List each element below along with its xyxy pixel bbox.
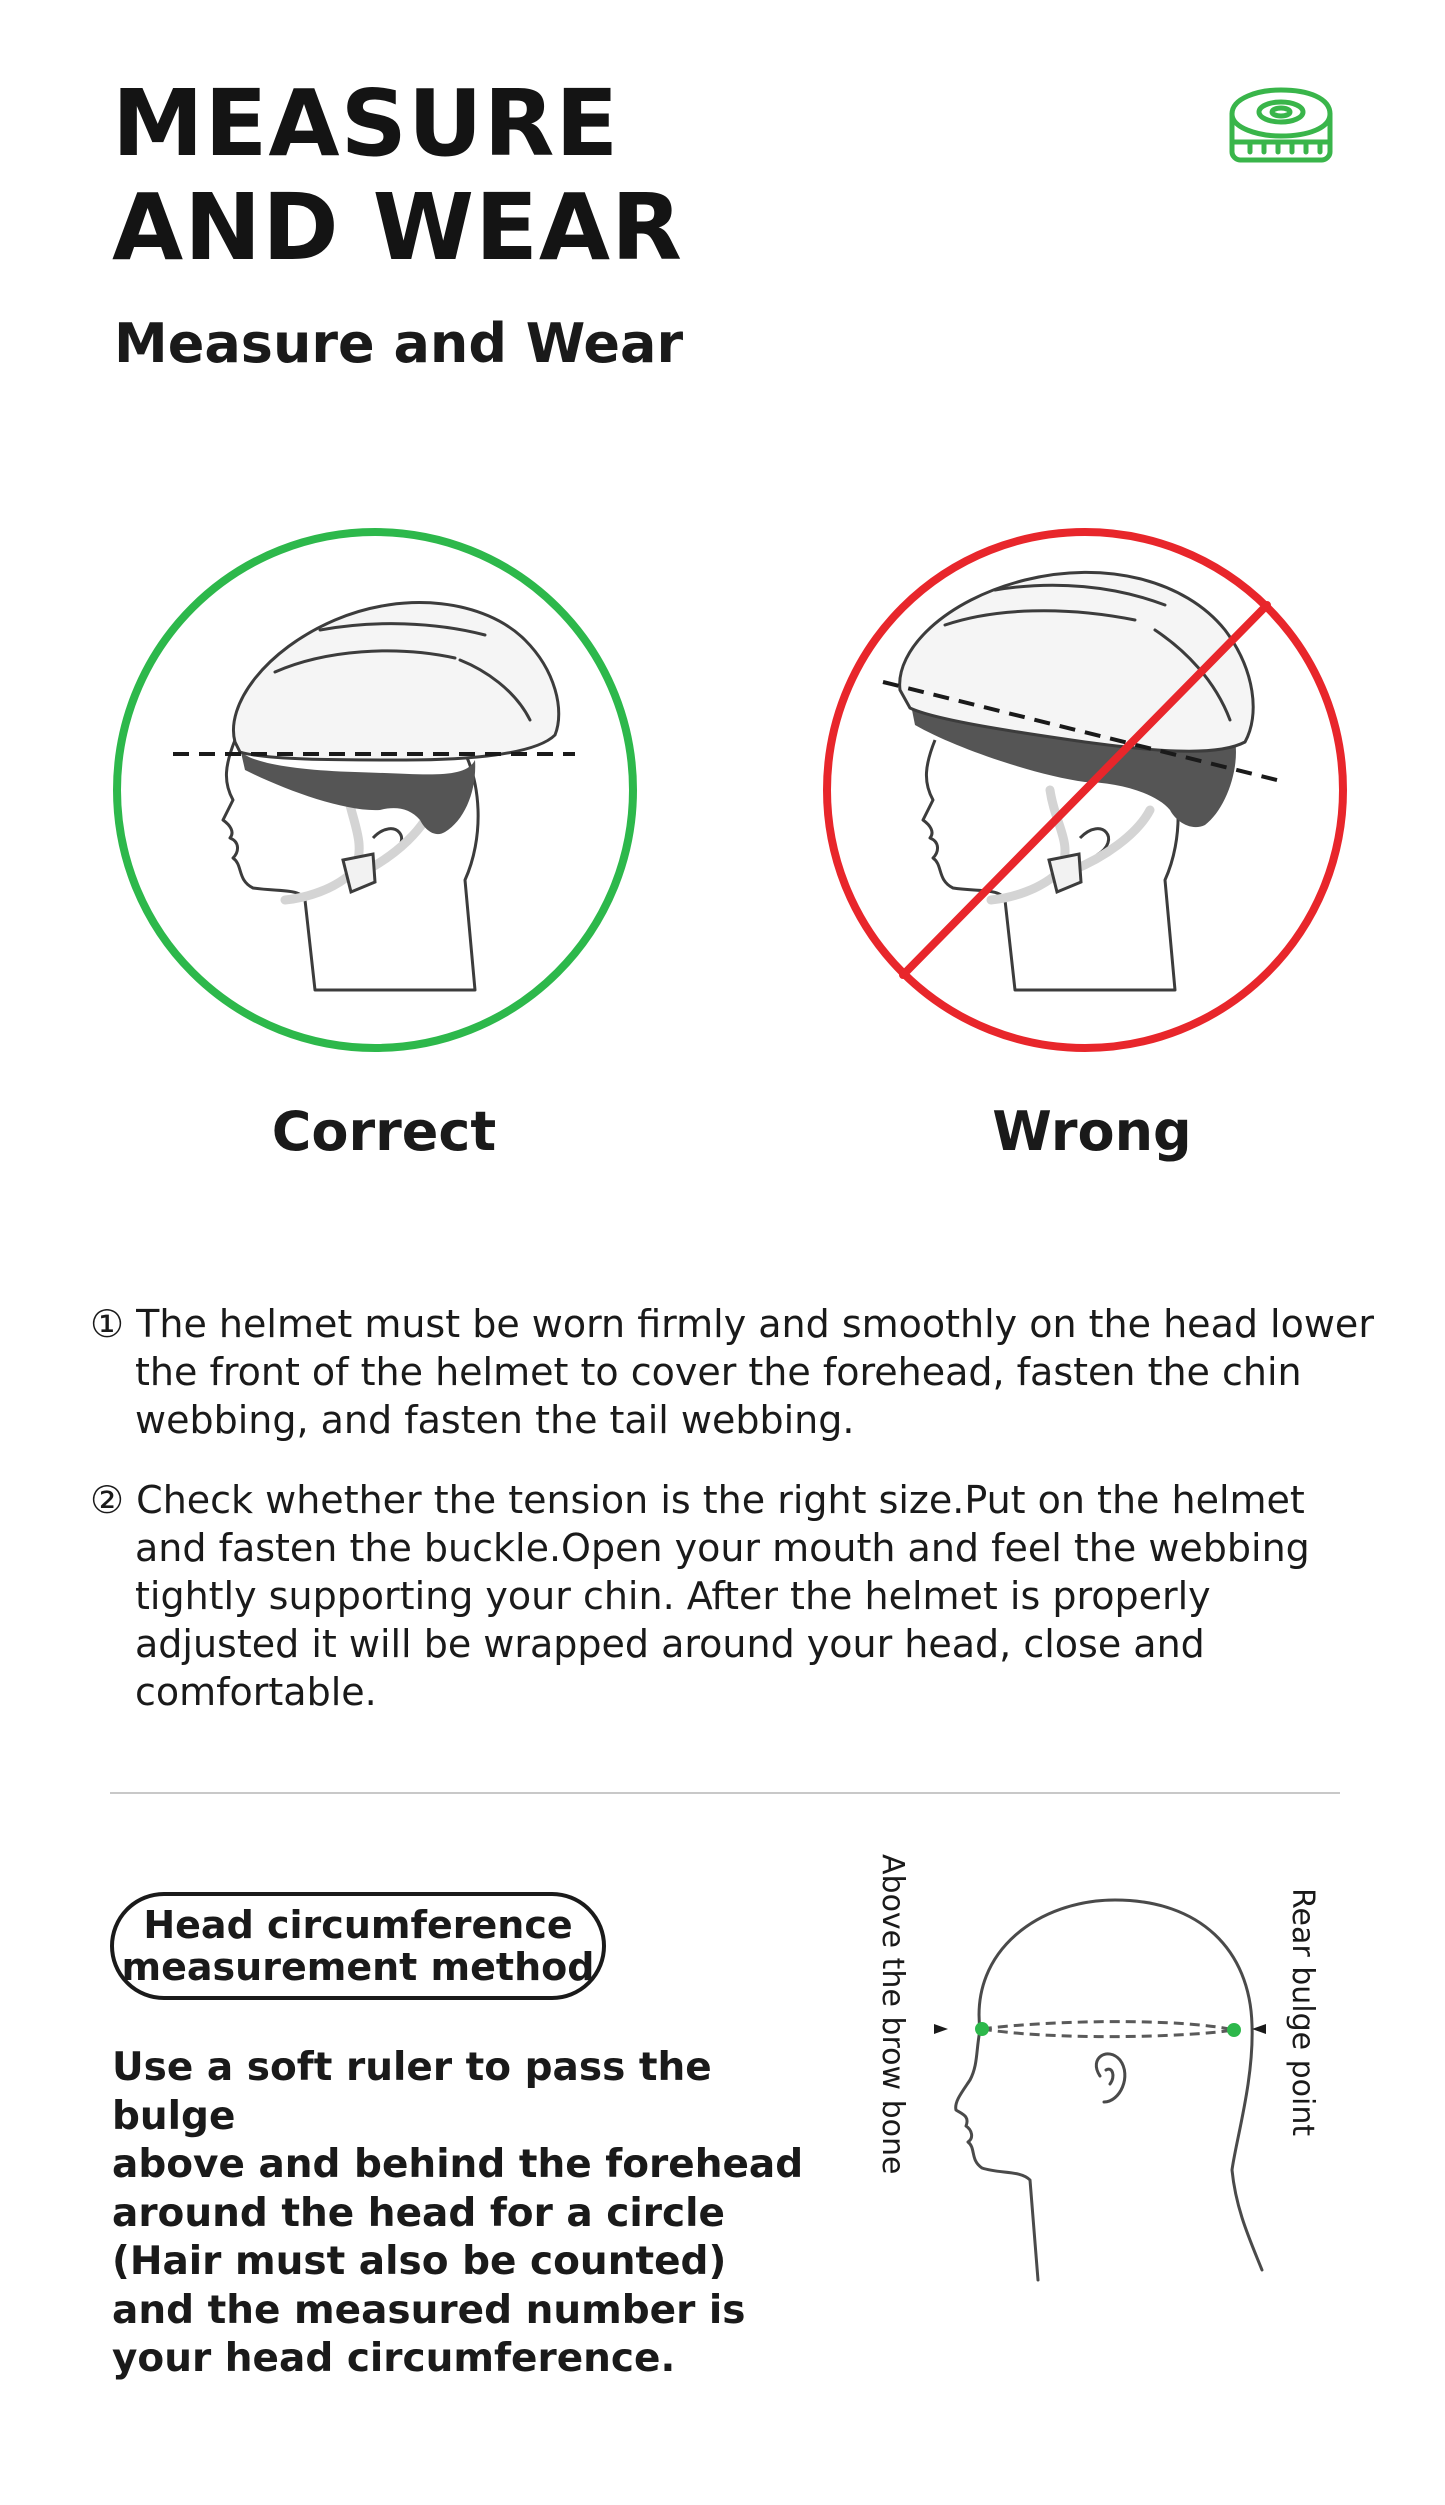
arrow-rear: [1252, 2024, 1266, 2034]
rear-bulge-point: [1227, 2023, 1241, 2037]
head-measurement-diagram: [870, 1840, 1350, 2290]
measurement-line: your head circumference.: [112, 2336, 676, 2381]
rear-bulge-label: Rear bulge point: [1285, 1888, 1320, 2137]
wrong-fit-illustration: [815, 520, 1355, 1060]
badge-line-1: Head circumference: [143, 1903, 573, 1947]
measurement-line: (Hair must also be counted): [112, 2239, 727, 2284]
measurement-line: Use a soft ruler to pass the bulge: [112, 2045, 712, 2139]
measurement-line: and the measured number is: [112, 2287, 746, 2333]
ear: [1096, 2054, 1125, 2102]
badge-line-2: measurement method: [121, 1945, 595, 1989]
arrow-front: [934, 2024, 948, 2034]
instruction-item-1: [90, 1300, 1380, 1444]
measurement-line: around the head for a circle: [112, 2190, 725, 2236]
tape-measure-icon: [1228, 86, 1334, 170]
page-subtitle: Measure and Wear: [114, 312, 684, 375]
measuring-tape: [982, 2022, 1234, 2037]
instruction-item-2: [90, 1476, 1380, 1716]
instruction-marker: ②: [90, 1478, 125, 1522]
measurement-instructions: [112, 2044, 812, 2384]
wrong-label: Wrong: [992, 1100, 1192, 1163]
correct-fit-illustration: [105, 520, 645, 1060]
instruction-text: Check whether the tension is the right size.Put on the helmet and fasten the buckle.Open your mouth and feel the webbing tightly supporting your chin. After the helmet is properly adjusted it will be wrapped around your head, close and comfortable.: [135, 1478, 1310, 1714]
brow-bone-label: Above the brow bone: [875, 1854, 910, 2175]
strap-buckle: [1049, 854, 1081, 892]
section-divider: [110, 1792, 1340, 1794]
correct-label: Correct: [271, 1100, 497, 1163]
helmet-shell: [233, 603, 558, 760]
head-outline: [956, 1900, 1262, 2280]
title-line-2: AND WEAR: [112, 174, 683, 281]
brow-bone-point: [975, 2022, 989, 2036]
strap-buckle: [343, 854, 375, 892]
instruction-text: The helmet must be worn firmly and smoothly on the head lower the front of the helmet to cover the forehead, fasten the chin webbing, and fasten the tail webbing.: [135, 1302, 1374, 1442]
page-title: [112, 72, 683, 280]
instruction-marker: ①: [90, 1302, 125, 1346]
title-line-1: MEASURE: [112, 70, 620, 177]
measurement-line: above and behind the forehead: [112, 2142, 804, 2187]
measurement-method-badge: [110, 1892, 606, 2000]
